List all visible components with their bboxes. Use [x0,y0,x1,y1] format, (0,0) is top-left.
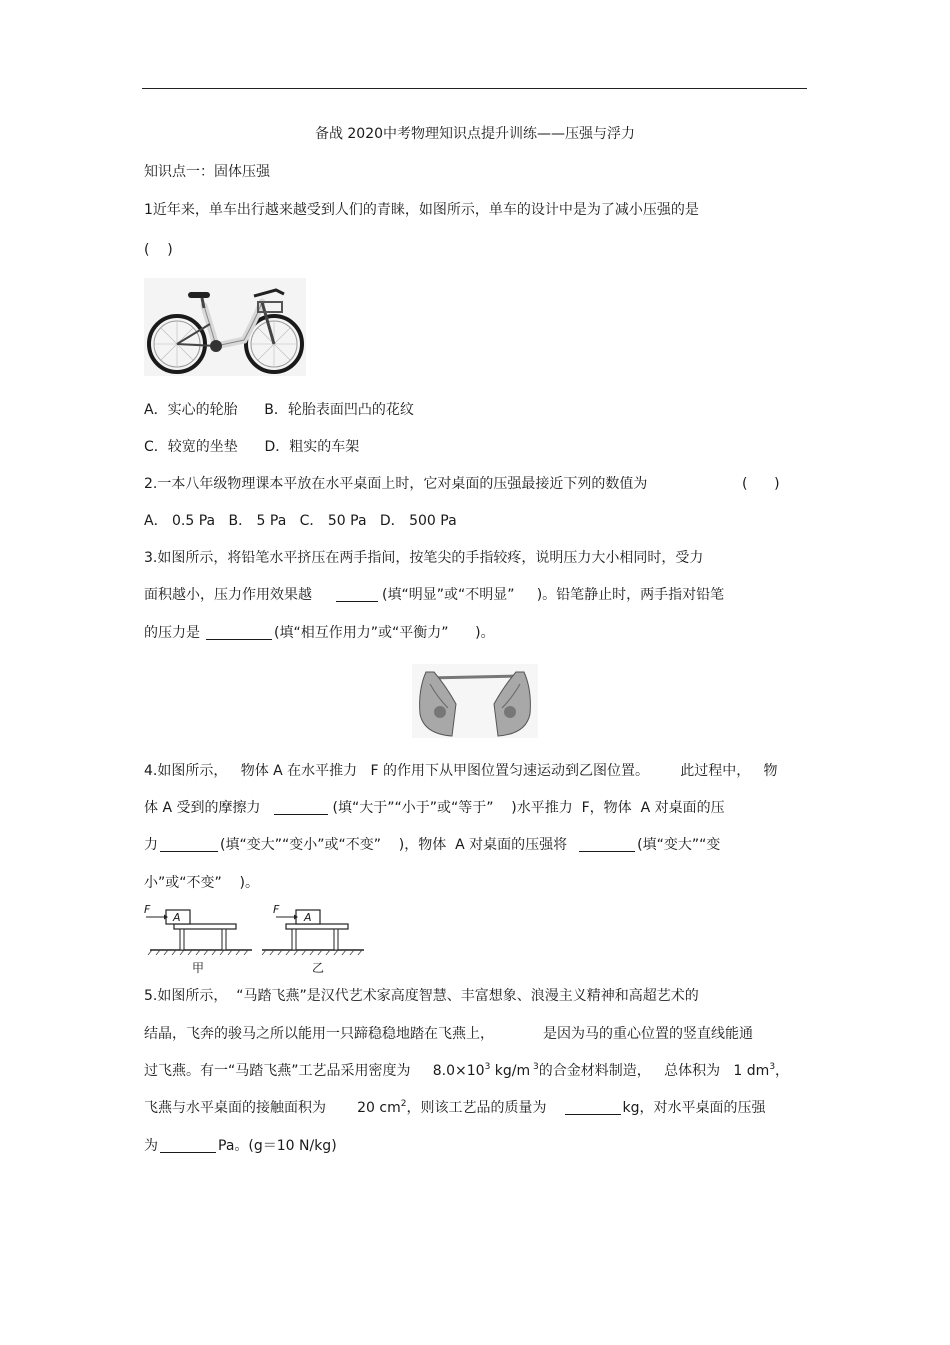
q3-line2-hint: (填“明显”或“不明显” )。铅笔静止时，两手指对铅笔 [382,587,725,603]
q2-options: A． 0.5 Pa B． 5 Pa C． 50 Pa D． 500 Pa [144,513,457,529]
q5-line2: 结晶，飞奔的骏马之所以能用一只蹄稳稳地踏在飞燕上， 是因为马的重心位置的竖直线能通 [144,1026,753,1042]
q5-area-exponent: 2 [400,1099,407,1109]
q5-density-unit-exponent: 3 [530,1062,539,1072]
q4-line3-text: 力 [144,837,158,853]
q5-blank2[interactable] [160,1137,216,1153]
figure-caption-jia: 甲 [192,961,205,975]
q5-density-exponent: 3 [484,1062,491,1072]
section-heading: 知识点一：固体压强 [144,164,270,180]
object-label-yi: A [304,911,312,924]
page-title: 备战 2020中考物理知识点提升训练——压强与浮力 [314,126,636,142]
q3-line2 [144,585,724,605]
q3-blank2[interactable] [206,624,272,640]
q4-line1: 4.如图所示， 物体 A 在水平推力 F 的作用下从甲图位置匀速运动到乙图位置。 此过程中， 物 [144,763,778,779]
q5-volume-text: 的合金材料制造， 总体积为 1 dm [538,1063,770,1079]
q5-volume-exponent: 3 [769,1062,776,1072]
q4-line4: 小”或“不变” )。 [144,875,260,891]
q5-line3 [144,1061,789,1081]
q5-density-unit: kg/m [490,1063,531,1079]
figure-caption-yi: 乙 [312,961,325,975]
q5-blank1[interactable] [565,1099,621,1115]
q3-line3 [144,623,495,643]
force-label-yi: F [273,903,280,916]
q5-line4 [144,1098,766,1118]
object-label-jia: A [173,911,181,924]
q3-line1: 3.如图所示，将铅笔水平挤压在两手指间，按笔尖的手指较疼，说明压力大小相同时，受力 [144,550,704,566]
q1-answer-paren: ( ) [144,242,173,258]
q4-line2-hint: (填“大于”“小于”或“等于” )水平推力 F，物体 A 对桌面的压 [332,800,725,816]
q1-options-row1: A．实心的轮胎 B．轮胎表面凹凸的花纹 [144,402,414,418]
header-rule [142,88,807,89]
q5-area-text: 飞燕与水平桌面的接触面积为 20 cm [144,1100,401,1116]
q5-line5 [144,1136,337,1156]
q4-line2 [144,798,725,818]
q5-line5-unit: Pa。(g＝10 N/kg) [218,1138,337,1154]
q1-stem: 1近年来，单车出行越来越受到人们的青睐，如图所示，单车的设计中是为了减小压强的是 [144,202,699,218]
q4-line3-hint: (填“变大”“变小”或“不变” )，物体 A 对桌面的压强将 [220,837,568,853]
q4-blank1[interactable] [274,799,328,815]
q2-stem: 2.一本八年级物理课本平放在水平桌面上时，它对桌面的压强最接近下列的数值为 [144,476,648,492]
q4-blank3[interactable] [579,836,635,852]
q5-line5-text: 为 [144,1138,158,1154]
q4-line2-text: 体 A 受到的摩擦力 [144,800,261,816]
q3-blank1[interactable] [336,586,378,602]
q5-mass-text: ，则该工艺品的质量为 [406,1100,547,1116]
q5-line3-end: ， [775,1063,790,1079]
q2-answer-paren: ( ) [742,476,780,492]
pencil-fingers-figure [412,664,538,738]
q4-line3 [144,835,720,855]
force-label-jia: F [144,903,151,916]
bicycle-figure [144,278,306,376]
q5-pressure-text: kg，对水平桌面的压强 [622,1100,766,1116]
q5-line1: 5.如图所示， “马踏飞燕”是汉代艺术家高度智慧、丰富想象、浪漫主义精神和高超艺术的 [144,988,699,1004]
q5-density-text: 过飞燕。有一“马踏飞燕”工艺品采用密度为 8.0×10 [144,1063,485,1079]
q3-line3-text: 的压力是 [144,625,200,641]
q3-line2-text: 面积越小，压力作用效果越 [144,587,312,603]
q4-line3-hint2: (填“变大”“变 [637,837,721,853]
q1-options-row2: C．较宽的坐垫 D．粗实的车架 [144,439,360,455]
q4-blank2[interactable] [160,836,218,852]
q3-line3-hint: (填“相互作用力”或“平衡力” )。 [274,625,495,641]
